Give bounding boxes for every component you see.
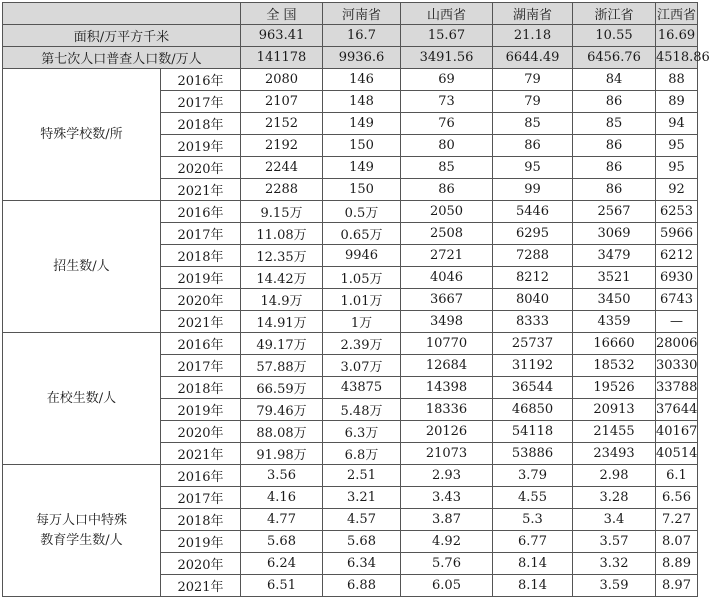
col-header: 江西省	[656, 3, 698, 25]
value-cell: 6.51	[241, 575, 323, 597]
value-cell: 3479	[573, 245, 656, 267]
col-header: 河南省	[323, 3, 401, 25]
value-cell: 40167	[656, 421, 698, 443]
value-cell: 4.55	[493, 487, 573, 509]
summary-value: 16.7	[323, 25, 401, 47]
value-cell: 25737	[493, 333, 573, 355]
value-cell: 6.05	[401, 575, 493, 597]
year-cell: 2020年	[161, 421, 241, 443]
value-cell: 88.08万	[241, 421, 323, 443]
value-cell: 8.14	[493, 575, 573, 597]
value-cell: 53886	[493, 443, 573, 465]
value-cell: 23493	[573, 443, 656, 465]
year-cell: 2017年	[161, 355, 241, 377]
value-cell: 150	[323, 135, 401, 157]
year-cell: 2021年	[161, 575, 241, 597]
value-cell: 3.57	[573, 531, 656, 553]
group-label: 招生数/人	[3, 201, 161, 333]
value-cell: 86	[573, 135, 656, 157]
value-cell: 3.4	[573, 509, 656, 531]
value-cell: —	[656, 311, 698, 333]
value-cell: 4.57	[323, 509, 401, 531]
value-cell: 21073	[401, 443, 493, 465]
value-cell: 14.91万	[241, 311, 323, 333]
year-cell: 2021年	[161, 443, 241, 465]
value-cell: 79	[493, 91, 573, 113]
col-header: 全 国	[241, 3, 323, 25]
value-cell: 8040	[493, 289, 573, 311]
value-cell: 4046	[401, 267, 493, 289]
value-cell: 3069	[573, 223, 656, 245]
value-cell: 5.68	[323, 531, 401, 553]
value-cell: 2721	[401, 245, 493, 267]
value-cell: 2107	[241, 91, 323, 113]
value-cell: 148	[323, 91, 401, 113]
value-cell: 5.68	[241, 531, 323, 553]
col-header: 湖南省	[493, 3, 573, 25]
value-cell: 7.27	[656, 509, 698, 531]
value-cell: 85	[401, 157, 493, 179]
value-cell: 14.9万	[241, 289, 323, 311]
col-header: 浙江省	[573, 3, 656, 25]
value-cell: 6.1	[656, 465, 698, 487]
value-cell: 46850	[493, 399, 573, 421]
year-cell: 2021年	[161, 311, 241, 333]
value-cell: 3.79	[493, 465, 573, 487]
year-cell: 2020年	[161, 289, 241, 311]
value-cell: 5966	[656, 223, 698, 245]
value-cell: 8333	[493, 311, 573, 333]
value-cell: 8.14	[493, 553, 573, 575]
value-cell: 2.39万	[323, 333, 401, 355]
year-cell: 2019年	[161, 135, 241, 157]
value-cell: 4.16	[241, 487, 323, 509]
value-cell: 85	[573, 113, 656, 135]
value-cell: 8.97	[656, 575, 698, 597]
value-cell: 6743	[656, 289, 698, 311]
value-cell: 86	[573, 157, 656, 179]
value-cell: 54118	[493, 421, 573, 443]
value-cell: 86	[573, 179, 656, 201]
value-cell: 88	[656, 69, 698, 91]
group-label: 在校生数/人	[3, 333, 161, 465]
year-cell: 2017年	[161, 223, 241, 245]
value-cell: 36544	[493, 377, 573, 399]
header-corner	[3, 3, 241, 25]
value-cell: 92	[656, 179, 698, 201]
value-cell: 2244	[241, 157, 323, 179]
value-cell: 2288	[241, 179, 323, 201]
value-cell: 2.51	[323, 465, 401, 487]
value-cell: 10770	[401, 333, 493, 355]
value-cell: 8.07	[656, 531, 698, 553]
year-cell: 2016年	[161, 69, 241, 91]
value-cell: 91.98万	[241, 443, 323, 465]
value-cell: 89	[656, 91, 698, 113]
value-cell: 18336	[401, 399, 493, 421]
value-cell: 40514	[656, 443, 698, 465]
year-cell: 2016年	[161, 333, 241, 355]
value-cell: 9.15万	[241, 201, 323, 223]
value-cell: 12684	[401, 355, 493, 377]
value-cell: 85	[493, 113, 573, 135]
group-label: 特殊学校数/所	[3, 69, 161, 201]
year-cell: 2018年	[161, 377, 241, 399]
value-cell: 94	[656, 113, 698, 135]
value-cell: 0.65万	[323, 223, 401, 245]
value-cell: 149	[323, 157, 401, 179]
value-cell: 6.34	[323, 553, 401, 575]
value-cell: 8.89	[656, 553, 698, 575]
value-cell: 9946	[323, 245, 401, 267]
value-cell: 4.77	[241, 509, 323, 531]
value-cell: 6.88	[323, 575, 401, 597]
summary-value: 963.41	[241, 25, 323, 47]
value-cell: 5446	[493, 201, 573, 223]
value-cell: 21455	[573, 421, 656, 443]
value-cell: 84	[573, 69, 656, 91]
value-cell: 69	[401, 69, 493, 91]
value-cell: 95	[493, 157, 573, 179]
value-cell: 99	[493, 179, 573, 201]
summary-value: 21.18	[493, 25, 573, 47]
value-cell: 66.59万	[241, 377, 323, 399]
value-cell: 95	[656, 157, 698, 179]
value-cell: 76	[401, 113, 493, 135]
summary-row	[3, 47, 698, 69]
summary-value: 6644.49	[493, 47, 573, 69]
value-cell: 2192	[241, 135, 323, 157]
value-cell: 2152	[241, 113, 323, 135]
year-cell: 2019年	[161, 531, 241, 553]
value-cell: 2.93	[401, 465, 493, 487]
summary-value: 15.67	[401, 25, 493, 47]
value-cell: 6930	[656, 267, 698, 289]
value-cell: 6212	[656, 245, 698, 267]
value-cell: 3.43	[401, 487, 493, 509]
value-cell: 20913	[573, 399, 656, 421]
value-cell: 37644	[656, 399, 698, 421]
year-cell: 2016年	[161, 201, 241, 223]
value-cell: 146	[323, 69, 401, 91]
year-cell: 2021年	[161, 179, 241, 201]
table-row	[3, 333, 698, 355]
value-cell: 28006	[656, 333, 698, 355]
value-cell: 0.5万	[323, 201, 401, 223]
value-cell: 6.77	[493, 531, 573, 553]
value-cell: 16660	[573, 333, 656, 355]
summary-value: 16.69	[656, 25, 698, 47]
group-label-line: 教育学生数/人	[40, 532, 123, 548]
value-cell: 18532	[573, 355, 656, 377]
value-cell: 3.59	[573, 575, 656, 597]
group-label-line: 每万人口中特殊	[35, 512, 127, 528]
value-cell: 6253	[656, 201, 698, 223]
value-cell: 5.3	[493, 509, 573, 531]
value-cell: 43875	[323, 377, 401, 399]
year-cell: 2019年	[161, 267, 241, 289]
value-cell: 2508	[401, 223, 493, 245]
value-cell: 2050	[401, 201, 493, 223]
year-cell: 2016年	[161, 465, 241, 487]
value-cell: 12.35万	[241, 245, 323, 267]
statistics-table	[2, 2, 710, 597]
table-row	[3, 69, 698, 91]
value-cell: 2567	[573, 201, 656, 223]
value-cell: 5.76	[401, 553, 493, 575]
value-cell: 6.8万	[323, 443, 401, 465]
value-cell: 3.87	[401, 509, 493, 531]
value-cell: 5.48万	[323, 399, 401, 421]
value-cell: 3521	[573, 267, 656, 289]
value-cell: 1.05万	[323, 267, 401, 289]
value-cell: 3.07万	[323, 355, 401, 377]
value-cell: 6.3万	[323, 421, 401, 443]
year-cell: 2019年	[161, 399, 241, 421]
value-cell: 95	[656, 135, 698, 157]
table-row	[3, 201, 698, 223]
value-cell: 30330	[656, 355, 698, 377]
year-cell: 2020年	[161, 553, 241, 575]
value-cell: 79	[493, 69, 573, 91]
value-cell: 3498	[401, 311, 493, 333]
value-cell: 14.42万	[241, 267, 323, 289]
value-cell: 2080	[241, 69, 323, 91]
value-cell: 80	[401, 135, 493, 157]
summary-value: 6456.76	[573, 47, 656, 69]
value-cell: 86	[573, 91, 656, 113]
summary-value: 10.55	[573, 25, 656, 47]
value-cell: 49.17万	[241, 333, 323, 355]
year-cell: 2017年	[161, 91, 241, 113]
value-cell: 1万	[323, 311, 401, 333]
summary-value: 141178	[241, 47, 323, 69]
value-cell: 3450	[573, 289, 656, 311]
value-cell: 86	[493, 135, 573, 157]
value-cell: 19526	[573, 377, 656, 399]
col-header: 山西省	[401, 3, 493, 25]
value-cell: 11.08万	[241, 223, 323, 245]
value-cell: 86	[401, 179, 493, 201]
table-row	[3, 465, 698, 487]
year-cell: 2017年	[161, 487, 241, 509]
value-cell: 150	[323, 179, 401, 201]
year-cell: 2020年	[161, 157, 241, 179]
value-cell: 6.24	[241, 553, 323, 575]
value-cell: 14398	[401, 377, 493, 399]
value-cell: 3.32	[573, 553, 656, 575]
value-cell: 57.88万	[241, 355, 323, 377]
value-cell: 31192	[493, 355, 573, 377]
year-cell: 2018年	[161, 245, 241, 267]
summary-row	[3, 25, 698, 47]
value-cell: 3667	[401, 289, 493, 311]
value-cell: 4359	[573, 311, 656, 333]
summary-value: 9936.6	[323, 47, 401, 69]
value-cell: 6295	[493, 223, 573, 245]
summary-label: 第七次人口普查人口数/万人	[3, 47, 241, 69]
value-cell: 73	[401, 91, 493, 113]
value-cell: 20126	[401, 421, 493, 443]
value-cell: 79.46万	[241, 399, 323, 421]
summary-label: 面积/万平方千米	[3, 25, 241, 47]
summary-value: 3491.56	[401, 47, 493, 69]
value-cell: 3.21	[323, 487, 401, 509]
header-row	[3, 3, 698, 25]
year-cell: 2018年	[161, 113, 241, 135]
value-cell: 7288	[493, 245, 573, 267]
group-label	[3, 465, 161, 597]
year-cell: 2018年	[161, 509, 241, 531]
value-cell: 3.28	[573, 487, 656, 509]
value-cell: 1.01万	[323, 289, 401, 311]
value-cell: 3.56	[241, 465, 323, 487]
value-cell: 4.92	[401, 531, 493, 553]
summary-value: 4518.86	[656, 47, 698, 69]
value-cell: 2.98	[573, 465, 656, 487]
value-cell: 149	[323, 113, 401, 135]
value-cell: 6.56	[656, 487, 698, 509]
value-cell: 8212	[493, 267, 573, 289]
value-cell: 33788	[656, 377, 698, 399]
